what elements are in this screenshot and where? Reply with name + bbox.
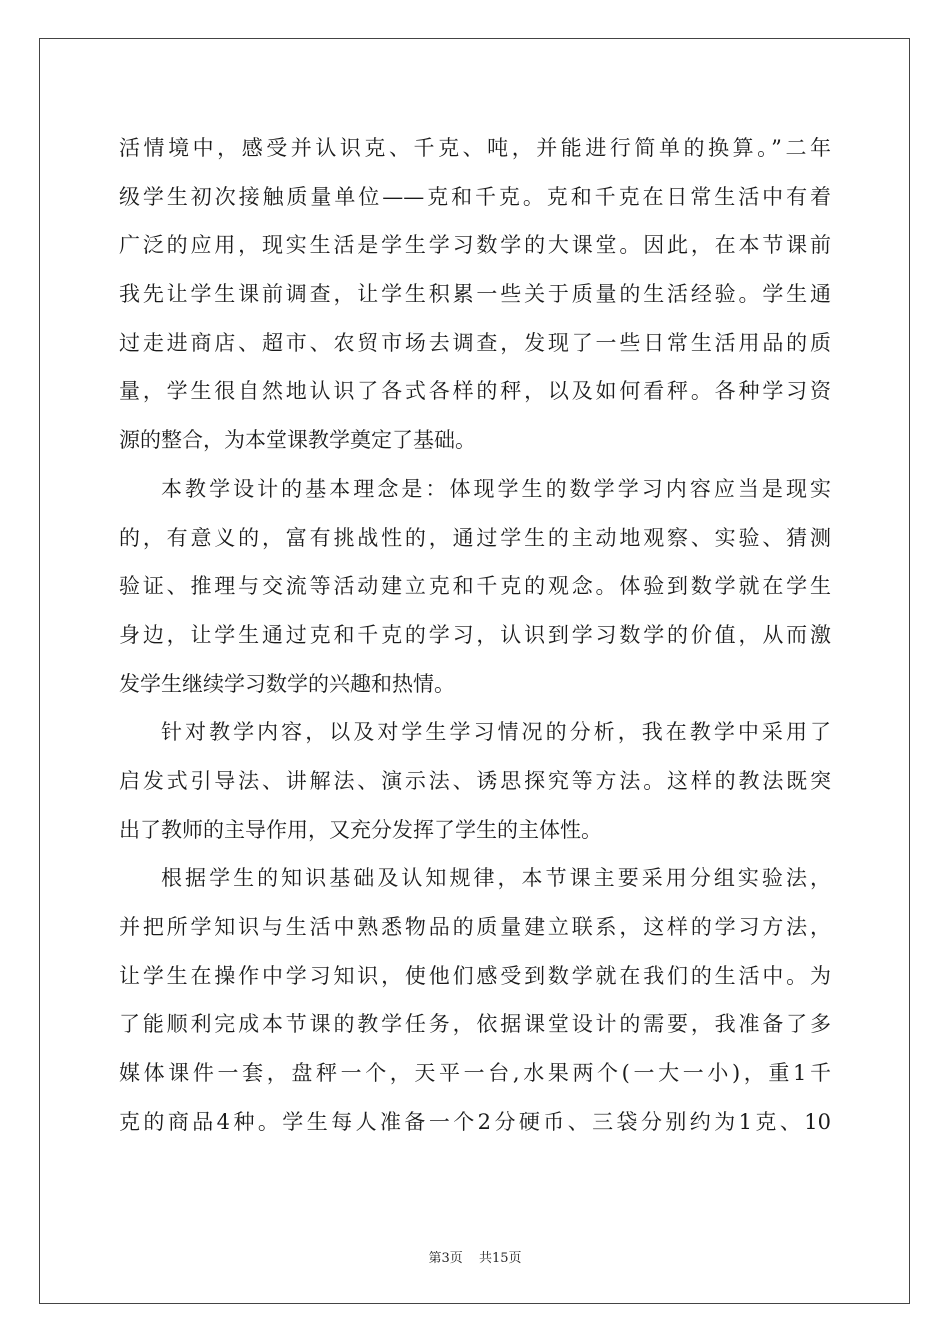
page-footer xyxy=(0,1247,950,1266)
paragraph-4-line: 了能顺利完成本节课的教学任务，依据课堂设计的需要，我准备了多 xyxy=(119,1012,831,1037)
document-body xyxy=(119,124,831,1146)
paragraph-4-line: 克的商品4种。学生每人准备一个2分硬币、三袋分别约为1克、10 xyxy=(119,1109,831,1134)
paragraph-4-line: 让学生在操作中学习知识，使他们感受到数学就在我们的生活中。为 xyxy=(119,963,831,988)
paragraph-1-line: 级学生初次接触质量单位——克和千克。克和千克在日常生活中有着 xyxy=(119,184,831,209)
page-total: 共15页 xyxy=(478,1251,522,1266)
paragraph-1-line: 过走进商店、超市、农贸市场去调查，发现了一些日常生活用品的质 xyxy=(119,330,831,355)
paragraph-4-line: 媒体课件一套，盘秤一个，天平一台,水果两个(一大一小)，重1千 xyxy=(119,1061,831,1086)
paragraph-4-line: 并把所学知识与生活中熟悉物品的质量建立联系，这样的学习方法， xyxy=(119,915,831,939)
paragraph-1-line: 广泛的应用，现实生活是学生学习数学的大课堂。因此，在本节课前 xyxy=(119,233,831,258)
paragraph-3-line: 针对教学内容，以及对学生学习情况的分析，我在教学中采用了 xyxy=(161,720,831,745)
paragraph-3-line: 启发式引导法、讲解法、演示法、诱思探究等方法。这样的教法既突 xyxy=(119,768,831,793)
paragraph-2-line: 本教学设计的基本理念是：体现学生的数学学习内容应当是现实 xyxy=(161,476,831,501)
paragraph-3-line: 出了教师的主导作用，又充分发挥了学生的主体性。 xyxy=(119,817,602,842)
paragraph-2-line: 身边，让学生通过克和千克的学习，认识到学习数学的价值，从而激 xyxy=(119,622,831,647)
paragraph-1-line: 源的整合，为本堂课教学奠定了基础。 xyxy=(119,428,476,453)
paragraph-1-line: 量，学生很自然地认识了各式各样的秤，以及如何看秤。各种学习资 xyxy=(119,379,831,404)
paragraph-1-line: 我先让学生课前调查，让学生积累一些关于质量的生活经验。学生通 xyxy=(119,282,831,307)
paragraph-2-line: 的，有意义的，富有挑战性的，通过学生的主动地观察、实验、猜测 xyxy=(119,525,831,550)
paragraph-4-line: 根据学生的知识基础及认知规律，本节课主要采用分组实验法， xyxy=(161,866,831,891)
page-number: 第3页 xyxy=(428,1251,463,1266)
paragraph-1-line: 活情境中，感受并认识克、千克、吨，并能进行简单的换算。”二年 xyxy=(119,136,831,160)
paragraph-2-line: 发学生继续学习数学的兴趣和热情。 xyxy=(119,671,455,696)
paragraph-2-line: 验证、推理与交流等活动建立克和千克的观念。体验到数学就在学生 xyxy=(119,574,831,599)
